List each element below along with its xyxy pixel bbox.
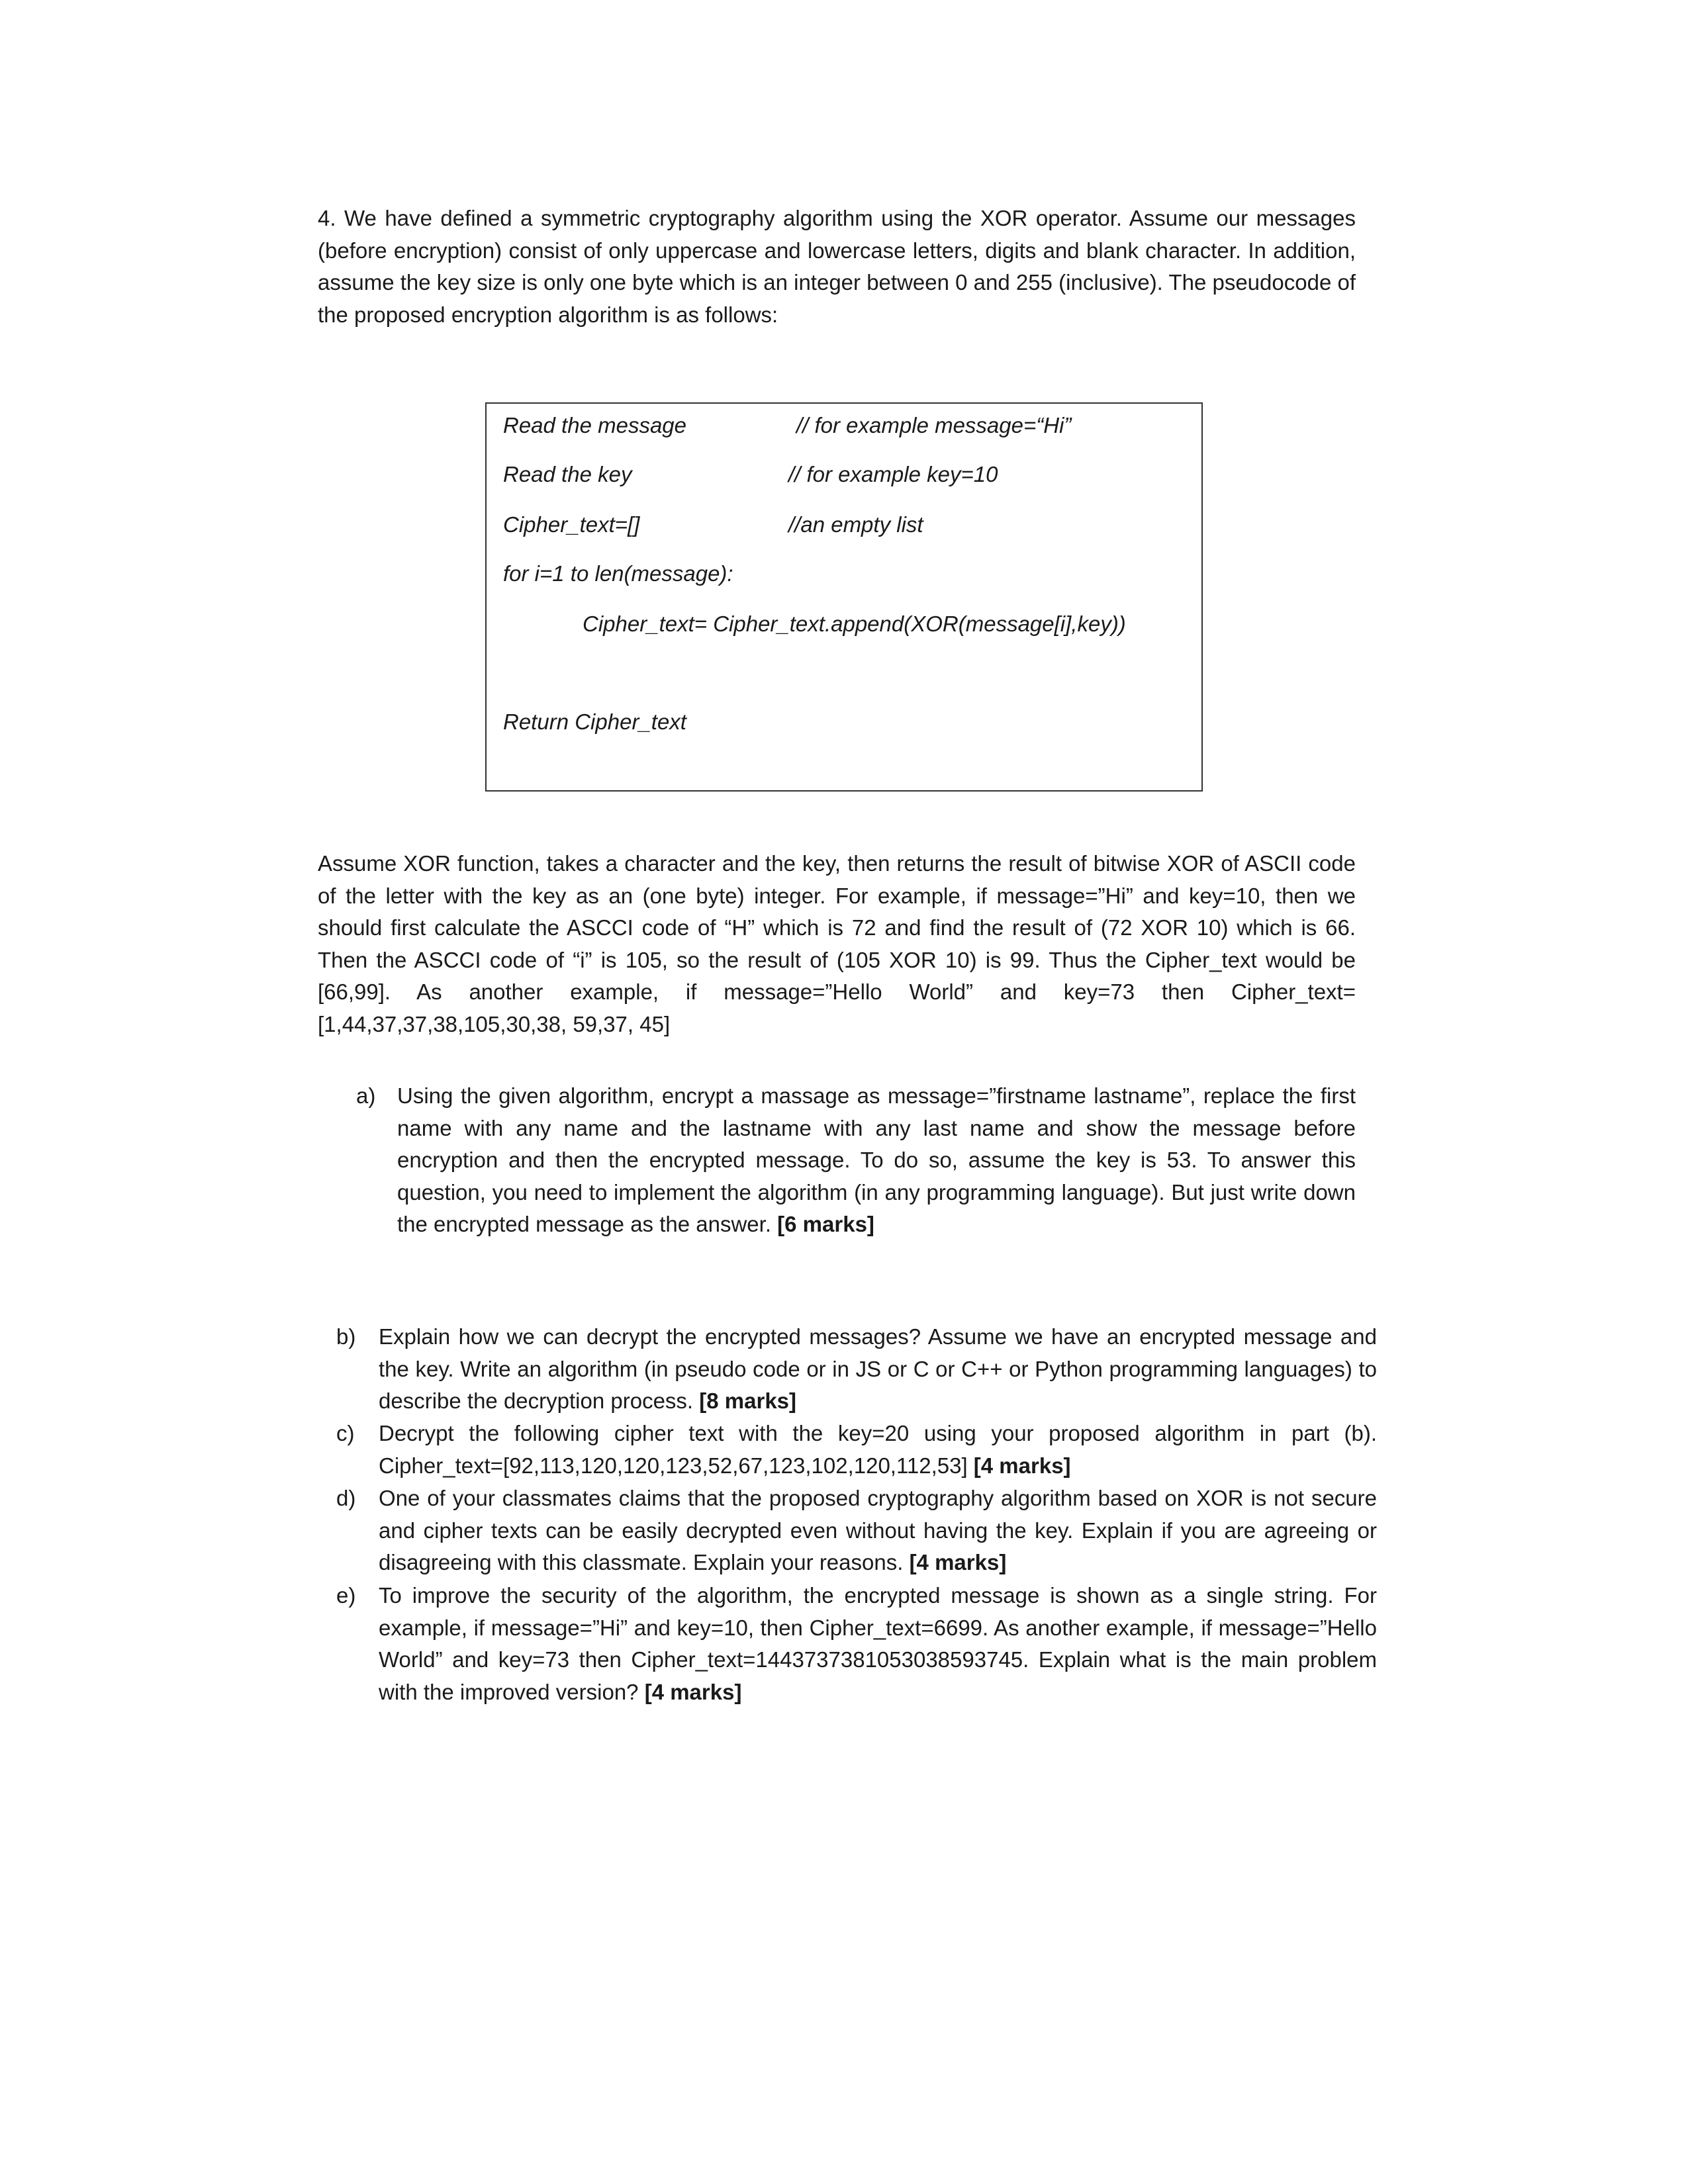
question-c xyxy=(336,1418,1377,1482)
question-a-marks: [6 marks] xyxy=(777,1212,874,1236)
code-cipher-init: Cipher_text=[] xyxy=(503,512,640,537)
question-e-marks: [4 marks] xyxy=(644,1679,742,1704)
question-intro: 4. We have defined a symmetric cryptography algorithm using the XOR operator. Assume our messages (before encryption) consist of only uppercase and lowercase letters, digits and blank character. In addition, assume the key size is only one byte which is an integer between 0 and 255 (inclusive). The pseudocode of the proposed encryption algorithm is as follows: xyxy=(318,206,1356,327)
question-d-body xyxy=(336,1482,1377,1579)
question-e-label: e) xyxy=(336,1583,356,1608)
question-d-label: d) xyxy=(336,1486,356,1510)
code-return: Return Cipher_text xyxy=(503,709,686,734)
question-c-body xyxy=(336,1418,1377,1482)
pseudocode-box xyxy=(485,402,1203,792)
question-b-marks: [8 marks] xyxy=(699,1388,797,1413)
question-c-text: Decrypt the following cipher text with the key=20 using your proposed algorithm in part (b). Cipher_text=[92,113,120,120,123,52,67,123,102,120,112,53] xyxy=(379,1421,1377,1478)
question-b-body xyxy=(336,1321,1377,1418)
xor-explanation: Assume XOR function, takes a character and the key, then returns the result of bitwise XOR of ASCII code of the letter with the key as an (one byte) integer. For example, if message=”Hi” and key=10, then we should first calculate the ASCCI code of “H” which is 72 and find the result of (72 XOR 10) which is 66. Then the ASCCI code of “i” is 105, so the result of (105 XOR 10) is 99. Thus the Cipher_text would be [66,99]. As another example, if message=”Hello World” and key=73 then Cipher_text=[1,44,37,37,38,105,30,38, 59,37, 45] xyxy=(318,851,1356,1036)
code-for-loop: for i=1 to len(message): xyxy=(503,561,733,586)
question-a-label: a) xyxy=(356,1083,376,1108)
code-append: Cipher_text= Cipher_text.append(XOR(message[i],key)) xyxy=(583,612,1126,636)
question-e xyxy=(336,1580,1377,1708)
question-d xyxy=(336,1482,1377,1579)
code-read-message: Read the message xyxy=(503,413,687,437)
question-d-marks: [4 marks] xyxy=(909,1550,1007,1574)
question-c-label: c) xyxy=(336,1421,355,1445)
question-e-text: To improve the security of the algorithm, the encrypted message is shown as a single string. For example, if message=”Hi” and key=10, then Cipher_text=6699. As another example, if message=”Hello World” and key=73 then Cipher_text=1443737381053038593745. Explain what is the main problem with the improved version? xyxy=(379,1583,1377,1704)
code-comment-key: // for example key=10 xyxy=(788,462,998,486)
question-e-body xyxy=(336,1580,1377,1708)
code-read-key: Read the key xyxy=(503,462,632,486)
question-c-marks: [4 marks] xyxy=(973,1453,1071,1478)
question-a-body xyxy=(356,1080,1356,1241)
question-a-text: Using the given algorithm, encrypt a massage as message=”firstname lastname”, replace the first name with any name and the lastname with any last name and show the message before encryption and then the encrypted message. To do so, assume the key is 53. To answer this question, you need to implement the algorithm (in any programming language). But just write down the encrypted message as the answer. xyxy=(397,1083,1356,1236)
question-d-text: One of your classmates claims that the proposed cryptography algorithm based on XOR is not secure and cipher texts can be easily decrypted even without having the key. Explain if you are agreeing or disagreeing with this classmate. Explain your reasons. xyxy=(379,1486,1377,1574)
question-b-label: b) xyxy=(336,1324,356,1349)
question-a xyxy=(356,1080,1356,1241)
question-b-text: Explain how we can decrypt the encrypted messages? Assume we have an encrypted message and the key. Write an algorithm (in pseudo code or in JS or C or C++ or Python programming languages) to describe the decryption process. xyxy=(379,1324,1377,1413)
question-b xyxy=(336,1321,1377,1418)
code-comment-empty: //an empty list xyxy=(788,512,923,537)
code-comment-message: // for example message=“Hi” xyxy=(796,413,1072,437)
